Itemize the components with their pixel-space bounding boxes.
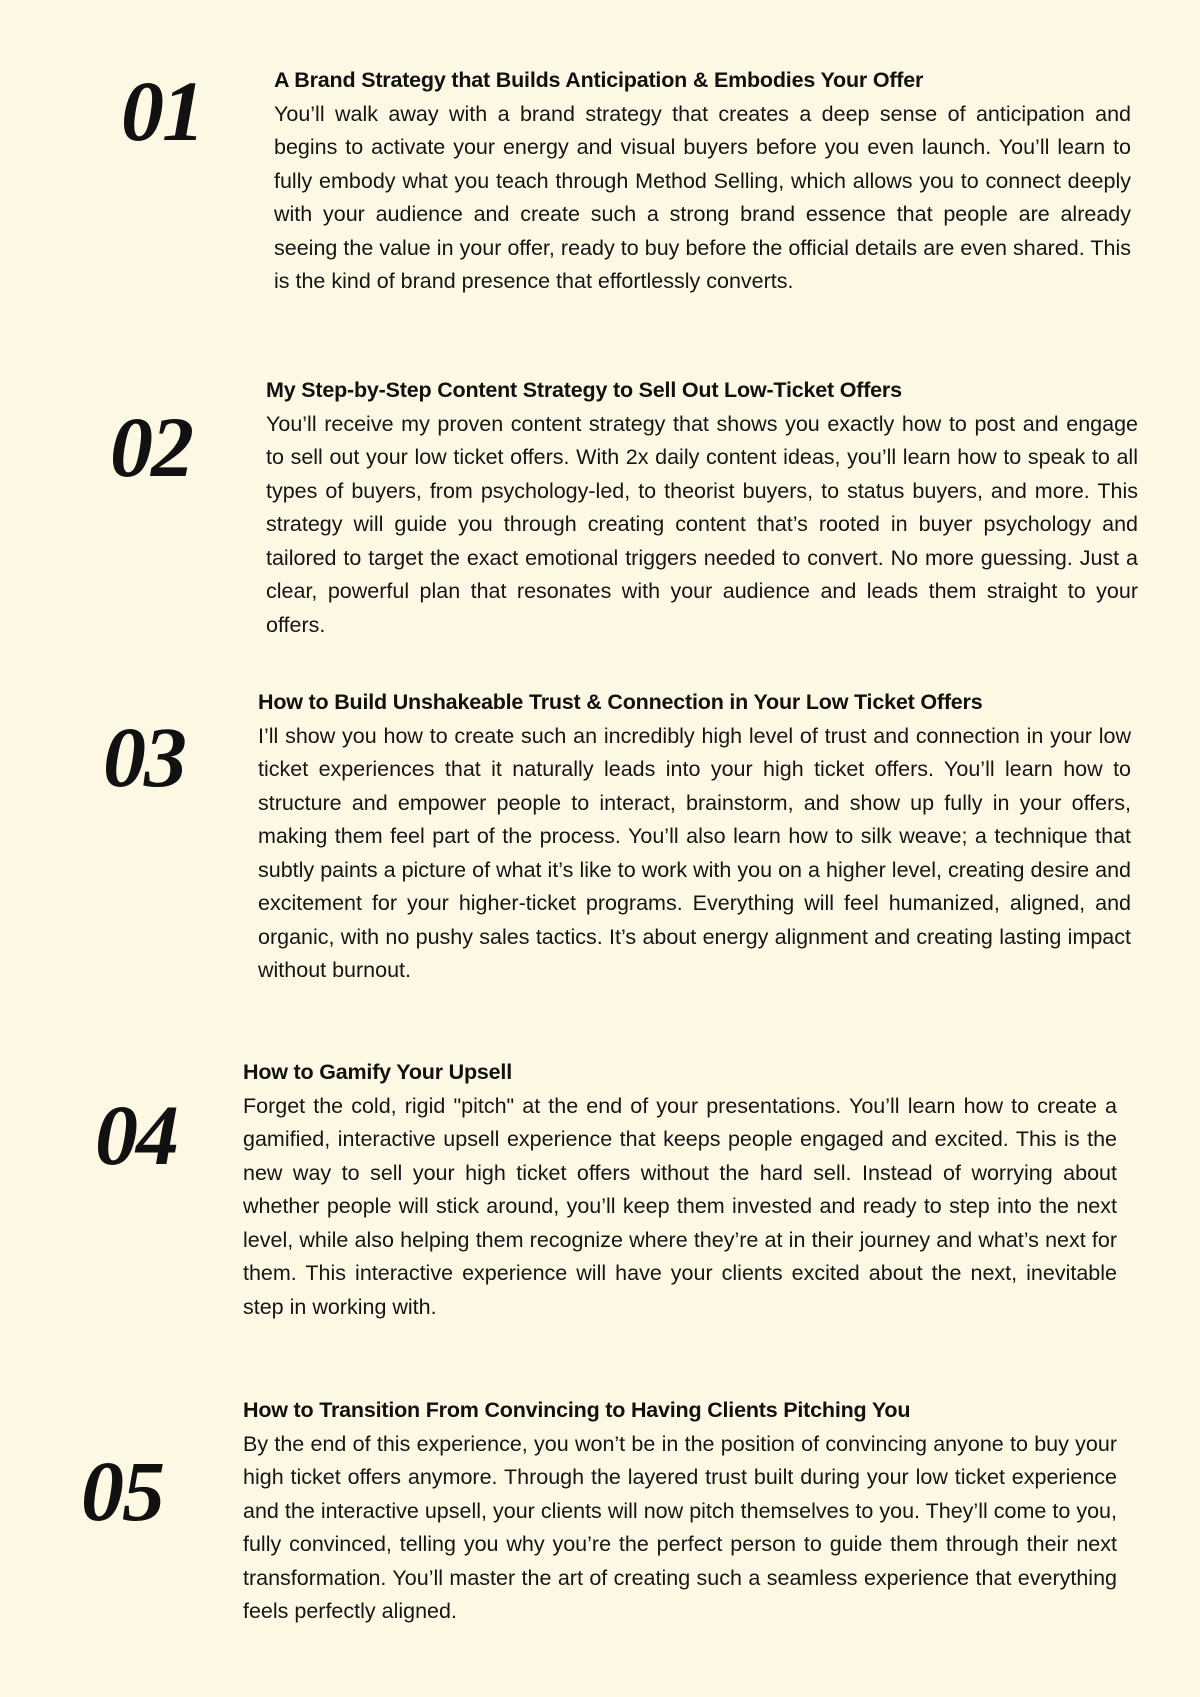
section-heading: How to Build Unshakeable Trust & Connection in Your Low Ticket Offers <box>258 690 983 714</box>
section-heading: My Step-by-Step Content Strategy to Sell Out Low-Ticket Offers <box>266 378 902 402</box>
section-body: You’ll receive my proven content strategy that shows you exactly how to post and engage to sell out your low ticket offers. With 2x daily content ideas, you’ll learn how to speak to all types of buyers, from psychology-led, to theorist buyers, to status buyers, and more. This strategy will guide you through creating content that’s rooted in buyer psychology and tailored to target the exact emotional triggers needed to convert. No more guessing. Just a clear, powerful plan that resonates with your audience and leads them straight to your offers. <box>266 411 1138 637</box>
section-number: 04 <box>95 1087 177 1183</box>
section-number: 03 <box>103 709 185 805</box>
section-01 <box>274 64 1131 299</box>
section-number: 01 <box>121 63 203 159</box>
section-02 <box>266 374 1138 642</box>
section-04 <box>243 1056 1117 1324</box>
section-heading: A Brand Strategy that Builds Anticipation & Embodies Your Offer <box>274 68 924 92</box>
section-03 <box>258 686 1131 988</box>
section-body: You’ll walk away with a brand strategy that creates a deep sense of anticipation and begins to activate your energy and visual buyers before you even launch. You’ll learn to fully embody what you teach through Method Selling, which allows you to connect deeply with your audience and create such a strong brand essence that people are already seeing the value in your offer, ready to buy before the official details are even shared. This is the kind of brand presence that effortlessly converts. <box>274 101 1131 293</box>
section-number: 05 <box>81 1443 163 1539</box>
section-body: I’ll show you how to create such an incredibly high level of trust and connection in your low ticket experiences that it naturally leads into your high ticket offers. You’ll learn how to structure and empower people to interact, brainstorm, and show up fully in your offers, making them feel part of the process. You’ll also learn how to silk weave; a technique that subtly paints a picture of what it’s like to work with you on a higher level, creating desire and excitement for your higher-ticket programs. Everything will feel humanized, aligned, and organic, with no pushy sales tactics. It’s about energy alignment and creating lasting impact without burnout. <box>258 723 1131 982</box>
section-number: 02 <box>110 399 192 495</box>
section-body: Forget the cold, rigid "pitch" at the end of your presentations. You’ll learn how to create a gamified, interactive upsell experience that keeps people engaged and excited. This is the new way to sell your high ticket offers without the hard sell. Instead of worrying about whether people will stick around, you’ll keep them invested and ready to step into the next level, while also helping them recognize where they’re at in their journey and what’s next for them. This interactive experience will have your clients excited about the next, inevitable step in working with. <box>243 1093 1117 1319</box>
section-heading: How to Transition From Convincing to Having Clients Pitching You <box>243 1398 911 1422</box>
section-body: By the end of this experience, you won’t be in the position of convincing anyone to buy your high ticket offers anymore. Through the layered trust built during your low ticket experience and the interactive upsell, your clients will now pitch themselves to you. They’ll come to you, fully convinced, telling you why you’re the perfect person to guide them through their next transformation. You’ll master the art of creating such a seamless experience that everything feels perfectly aligned. <box>243 1431 1117 1623</box>
section-heading: How to Gamify Your Upsell <box>243 1060 512 1084</box>
section-05 <box>243 1394 1117 1629</box>
